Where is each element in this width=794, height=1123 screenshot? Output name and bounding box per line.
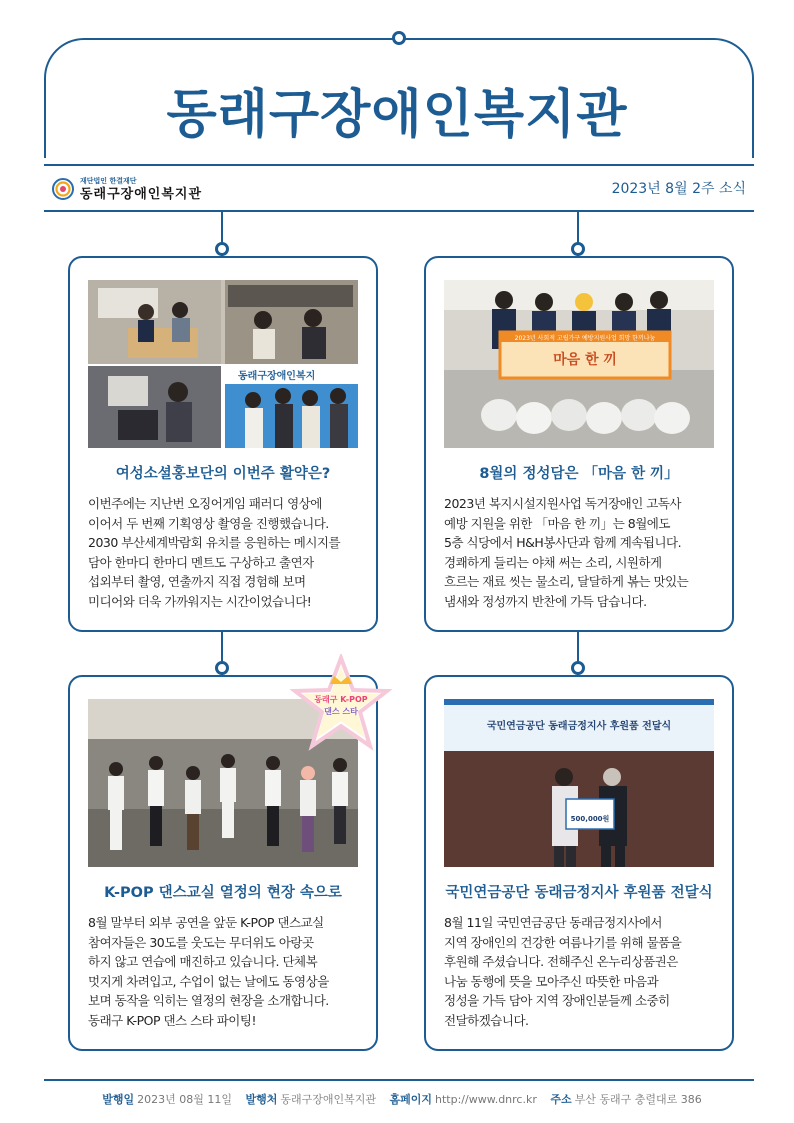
footer-publisher: 동래구장애인복지관 [280, 1093, 376, 1106]
mid-rule [44, 210, 754, 212]
footer-date-label: 발행일 [102, 1093, 135, 1106]
connector-ring-icon [571, 242, 585, 256]
news-card-meal [424, 256, 734, 632]
footer [0, 1091, 794, 1107]
card-title: 국민연금공단 동래금정지사 후원품 전달식 [445, 885, 713, 901]
card-photo [444, 280, 714, 448]
card-body: 8월 말부터 외부 공연을 앞둔 K-POP 댄스교실 참여자들은 30도를 웃도는 무더위도 아랑곳 하지 않고 연습에 매진하고 있습니다. 단체복 멋지게 차려입고, 수업이 없는 날에도 동영상을 보며 동작을 익히는 열정의 현장을 소개합니다. 동래구 K-POP 댄스 스타 파이팅! [88, 915, 329, 1028]
org-emblem-icon [52, 178, 74, 200]
connector-ring-icon [571, 661, 585, 675]
connector-ring-icon [215, 661, 229, 675]
header-ring-icon [392, 31, 406, 45]
footer-address-label: 주소 [550, 1093, 572, 1106]
page-title: 동래구장애인복지관 [166, 85, 628, 145]
card-photo [88, 280, 358, 448]
sticker-line1: 동래구 K-POP [314, 695, 368, 704]
footer-publisher-label: 발행처 [245, 1093, 278, 1106]
news-card-promo-team [68, 256, 378, 632]
photo-banner-title: 국민연금공단 동래금정지사 후원품 전달식 [486, 721, 672, 732]
card-title: 여성소셜홍보단의 이번주 활약은? [115, 466, 331, 482]
card-body: 이번주에는 지난번 오징어게임 패러디 영상에 이어서 두 번째 기획영상 촬영을 진행했습니다. 2030 부산세계박람회 유치를 응원하는 메시지를 담아 한마디 한마디 멘트도 구상하고 출연자 섭외부터 촬영, 연출까지 직접 경험해 보며 미디어와 더욱 가까워지는 시간이었습니다! [88, 496, 341, 609]
footer-date: 2023년 08월 11일 [137, 1093, 232, 1106]
photo-banner-text: 동래구장애인복지 [238, 371, 316, 382]
news-card-donation [424, 675, 734, 1051]
bottom-rule [44, 1079, 754, 1081]
footer-homepage-link[interactable]: http://www.dnrc.kr [435, 1093, 537, 1106]
org-name: 동래구장애인복지관 [80, 186, 203, 202]
kpop-star-sticker [290, 654, 392, 754]
org-sub: 재단법인 한결재단 [80, 176, 137, 185]
photo-board-amount: 500,000원 [570, 815, 610, 823]
connector-ring-icon [215, 242, 229, 256]
card-body: 2023년 복지시설지원사업 독거장애인 고독사 예방 지원을 위한 「마음 한 끼」는 8월에도 5층 식당에서 H&H봉사단과 함께 계속됩니다. 경쾌하게 들리는 야채 써는 소리, 시원하게 흐르는 재료 씻는 물소리, 달달하게 볶는 맛있는 냄새와 정성까지 반찬에 가득 담습니다. [444, 496, 689, 609]
footer-address: 부산 동래구 충렬대로 386 [574, 1093, 702, 1106]
footer-homepage-label: 홈페이지 [389, 1093, 433, 1106]
org-logo [52, 175, 202, 203]
card-title: 8월의 정성담은 「마음 한 끼」 [479, 466, 679, 482]
photo-banner-main: 마음 한 끼 [553, 352, 617, 368]
card-body: 8월 11일 국민연금공단 동래금정지사에서 지역 장애인의 건강한 여름나기를 위해 물품을 후원해 주셨습니다. 전해주신 온누리상품권은 나눔 동행에 뜻을 모아주신 따뜻한 마음과 정성을 가득 담아 지역 장애인분들께 소중히 전달하겠습니다. [444, 915, 682, 1028]
photo-banner-top: 2023년 사회적 고립가구 예방지원사업 희망 한끼나눔 [514, 335, 656, 342]
sticker-line2: 댄스 스타 [324, 707, 358, 716]
issue-date: 2023년 8월 2주 소식 [611, 181, 746, 197]
card-title: K-POP 댄스교실 열정의 현장 속으로 [104, 885, 342, 901]
card-photo [444, 699, 714, 867]
top-rule [44, 164, 754, 166]
